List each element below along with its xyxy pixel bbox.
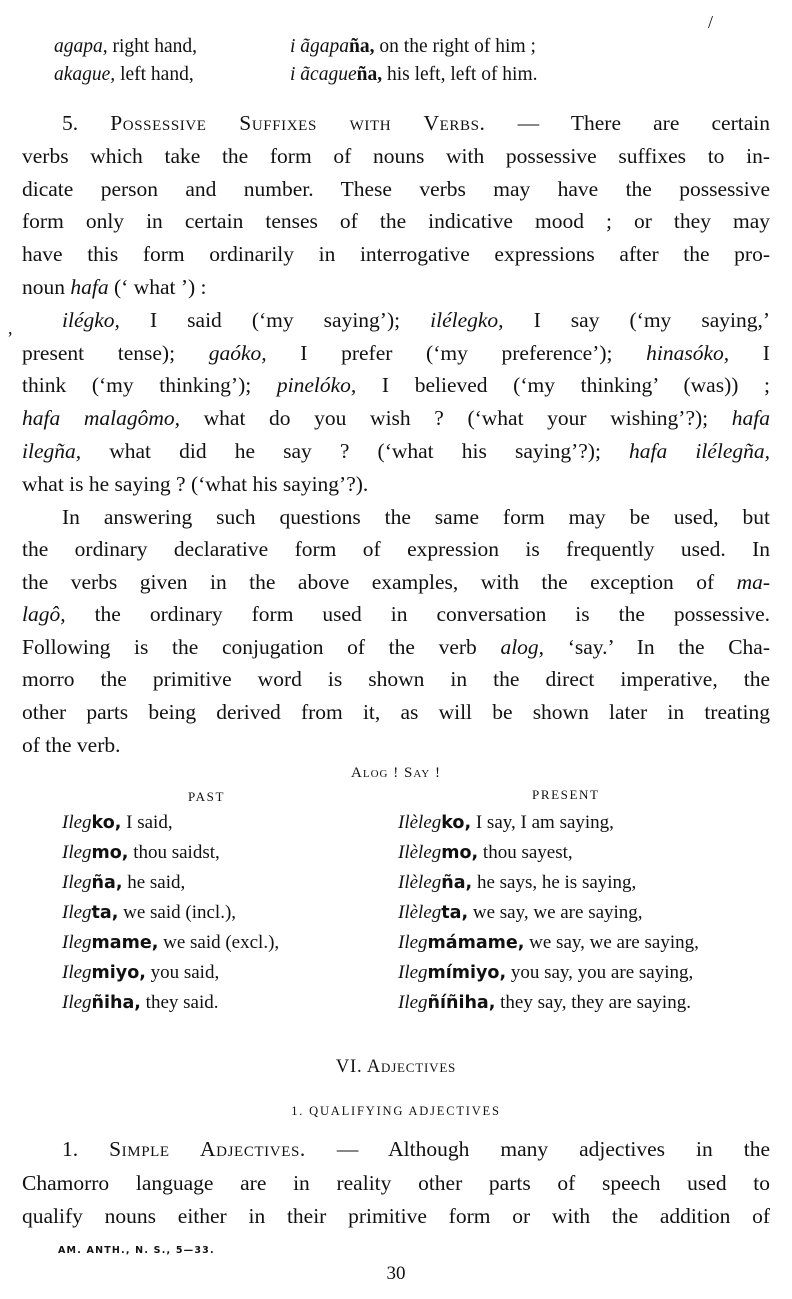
examples-line-3: think (‘my thinking’); pinelóko, I believed (‘my thinking’ (was)) ;: [22, 373, 770, 397]
word-pair-left-2: akague, left hand,: [54, 64, 194, 85]
examples-line-5: ilegña, what did he say ? (‘what his saying’?); hafa ilélegña,: [22, 439, 770, 463]
paragraph-1-line-2: Chamorro language are in reality other parts of speech used to: [22, 1171, 770, 1195]
section-subtitle: 1. QUALIFYING ADJECTIVES: [291, 1104, 501, 1118]
paragraph-5-line-1: 5. Possessive Suffixes with Verbs. — There are certain: [62, 111, 770, 135]
paragraph-1-line-1: 1. Simple Adjectives. — Although many adjectives in the: [62, 1137, 770, 1161]
present-form-row: Ilegmímiyo, you say, you are saying,: [398, 962, 694, 983]
answer-line-5: Following is the conjugation of the verb alog, ‘say.’ In the Cha-: [22, 635, 770, 659]
present-form-row: Ilèlegmo, thou sayest,: [398, 842, 573, 863]
answer-line-4: lagô, the ordinary form used in conversation is the possessive.: [22, 602, 770, 626]
word-pair-right-1: i ãgapaña, on the right of him ;: [290, 36, 536, 57]
paragraph-5-heading: Possessive Suffixes with Verbs.: [110, 111, 486, 135]
past-form-row: Ilegmiyo, you said,: [62, 962, 220, 983]
present-column-header: PRESENT: [532, 787, 600, 802]
paragraph-1-line-3: qualify nouns either in their primitive form or with the addition of: [22, 1204, 770, 1228]
answer-line-3: the verbs given in the above examples, with the exception of ma-: [22, 570, 770, 594]
answer-line-6: morro the primitive word is shown in the direct imperative, the: [22, 667, 770, 691]
examples-line-6: what is he saying ? (‘what his saying’?).: [22, 472, 369, 496]
present-form-row: Ilegmámame, we say, we are saying,: [398, 932, 699, 953]
present-form-row: Ilèlegta, we say, we are saying,: [398, 902, 643, 923]
past-form-row: Ilegña, he said,: [62, 872, 186, 893]
past-form-row: Ilegñiha, they said.: [62, 992, 219, 1013]
word-pair-right-2: i ãcagueña, his left, left of him.: [290, 64, 538, 85]
margin-tick-mark: /: [708, 12, 714, 32]
paragraph-5-line-2: verbs which take the form of nouns with possessive suffixes to in-: [22, 144, 770, 168]
present-form-row: Ilèlegña, he says, he is saying,: [398, 872, 637, 893]
past-form-row: Ilegmame, we said (excl.),: [62, 932, 280, 953]
section-title: VI. Adjectives: [335, 1057, 457, 1077]
answer-line-8: of the verb.: [22, 733, 121, 757]
examples-line-1: ilégko, I said (‘my saying’); ilélegko, I say (‘my saying,’: [62, 308, 770, 332]
past-form-row: Ilegta, we said (incl.),: [62, 902, 237, 923]
paragraph-5-line-3: dicate person and number. These verbs may have the possessive: [22, 177, 770, 201]
margin-comma-mark: ,: [8, 318, 13, 338]
signature-footnote: AM. ANTH., N. S., 5—33.: [58, 1245, 215, 1256]
past-form-row: Ilegko, I said,: [62, 812, 173, 833]
paragraph-5-line-5: have this form ordinarily in interrogative expressions after the pro-: [22, 242, 770, 266]
past-column-header: PAST: [188, 789, 225, 804]
conjugation-title: Alog ! Say !: [351, 765, 441, 781]
present-form-row: Ilèlegko, I say, I am saying,: [398, 812, 614, 833]
answer-line-2: the ordinary declarative form of expression is frequently used. In: [22, 537, 770, 561]
paragraph-1-heading: Simple Adjectives.: [109, 1137, 306, 1161]
page-number: 30: [386, 1263, 406, 1284]
word-pair-left-1: agapa, right hand,: [54, 36, 197, 57]
examples-line-2: present tense); gaóko, I prefer (‘my preference’); hinasóko, I: [22, 341, 770, 365]
paragraph-5-line-6: noun hafa (‘ what ’) :: [22, 275, 207, 299]
answer-line-7: other parts being derived from it, as will be shown later in treating: [22, 700, 770, 724]
answer-line-1: In answering such questions the same form may be used, but: [62, 505, 770, 529]
examples-line-4: hafa malagômo, what do you wish ? (‘what your wishing’?); hafa: [22, 406, 770, 430]
past-form-row: Ilegmo, thou saidst,: [62, 842, 220, 863]
present-form-row: Ilegñíñiha, they say, they are saying.: [398, 992, 691, 1013]
paragraph-5-line-4: form only in certain tenses of the indicative mood ; or they may: [22, 209, 770, 233]
